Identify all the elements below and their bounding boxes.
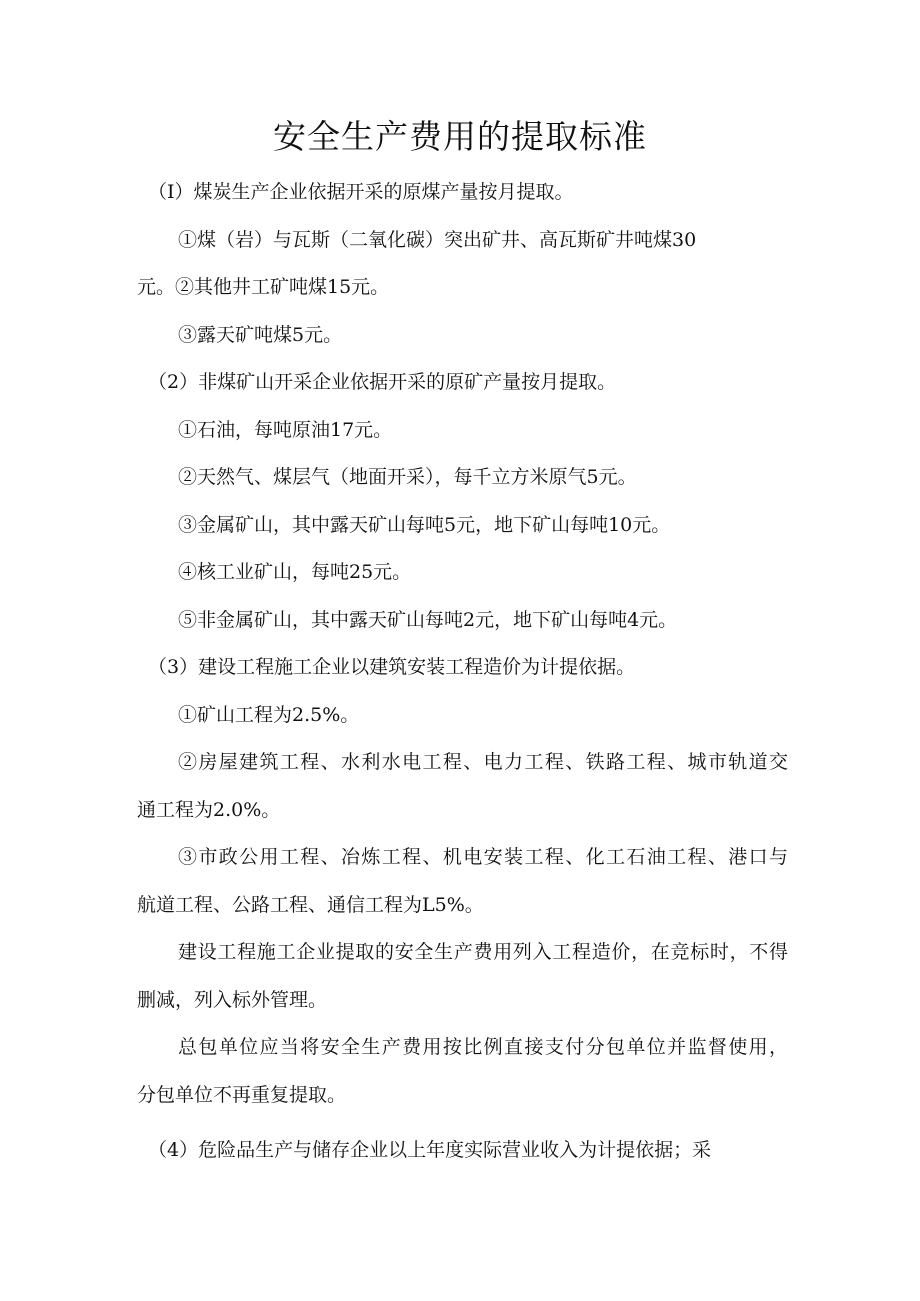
paragraph-line: ③露天矿吨煤5元。 <box>178 324 343 346</box>
paragraph-line: ④核工业矿山，每吨25元。 <box>178 561 412 583</box>
paragraph-line: ③金属矿山，其中露天矿山每吨5元，地下矿山每吨10元。 <box>178 514 671 536</box>
paragraph-line: 通工程为2.0%。 <box>137 799 281 821</box>
section-heading-2: （2）非煤矿山开采企业依据开采的原矿产量按月提取。 <box>148 371 617 393</box>
section-heading-3: （3）建设工程施工企业以建筑安装工程造价为计提依据。 <box>148 656 636 678</box>
paragraph-line: 删减，列入标外管理。 <box>137 989 328 1011</box>
paragraph-line: 建设工程施工企业提取的安全生产费用列入工程造价，在竞标时，不得 <box>178 941 788 963</box>
section-heading-4: （4）危险品生产与储存企业以上年度实际营业收入为计提依据；采 <box>148 1139 712 1161</box>
paragraph-line: ①石油，每吨原油17元。 <box>178 419 393 441</box>
paragraph-line: ②房屋建筑工程、水利水电工程、电力工程、铁路工程、城市轨道交 <box>178 751 788 773</box>
paragraph-line: ⑤非金属矿山，其中露天矿山每吨2元，地下矿山每吨4元。 <box>178 609 678 631</box>
paragraph-line: ①煤（岩）与瓦斯（二氧化碳）突出矿井、高瓦斯矿井吨煤30 <box>178 229 697 251</box>
paragraph-line: 航道工程、公路工程、通信工程为L5%。 <box>137 894 484 916</box>
paragraph-line: 元。②其他井工矿吨煤15元。 <box>137 276 390 298</box>
paragraph-line: ①矿山工程为2.5%。 <box>178 704 360 726</box>
document-title: 安全生产费用的提取标准 <box>273 117 647 156</box>
paragraph-line: ③市政公用工程、冶炼工程、机电安装工程、化工石油工程、港口与 <box>178 846 788 868</box>
paragraph-line: ②天然气、煤层气（地面开采），每千立方米原气5元。 <box>178 466 637 488</box>
section-heading-1: （I）煤炭生产企业依据开采的原煤产量按月提取。 <box>148 181 574 203</box>
paragraph-line: 分包单位不再重复提取。 <box>137 1084 347 1106</box>
paragraph-line: 总包单位应当将安全生产费用按比例直接支付分包单位并监督使用， <box>178 1036 788 1058</box>
